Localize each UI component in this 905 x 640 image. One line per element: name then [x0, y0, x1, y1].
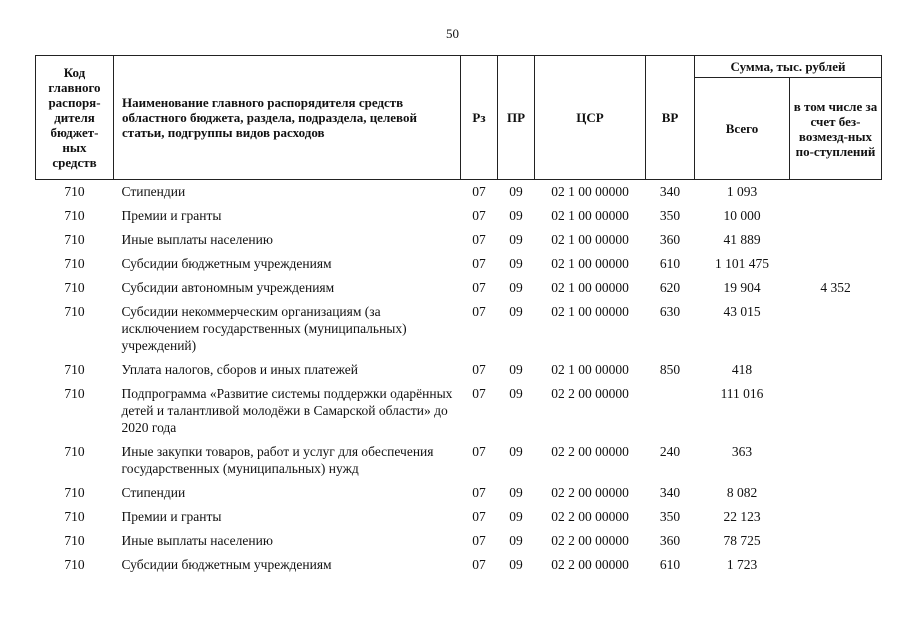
cell-code: 710: [64, 386, 85, 401]
cell-csr: 02 1 00 00000: [551, 208, 629, 223]
cell-rz: 07: [472, 208, 486, 223]
table-row: [36, 553, 882, 577]
cell-pr: 09: [509, 444, 523, 459]
cell-code: 710: [64, 304, 85, 319]
cell-code: 710: [64, 557, 85, 572]
header-csr: ЦСР: [535, 56, 646, 180]
table-row: [36, 440, 882, 481]
cell-name: Подпрограмма «Развитие системы поддержки одарённых детей и талантливой молодёжи в Самарской области» до 2020 года: [121, 386, 453, 435]
cell-name: Уплата налогов, сборов и иных платежей: [121, 362, 358, 377]
cell-name: Субсидии автономным учреждениям: [121, 280, 335, 295]
cell-pr: 09: [509, 256, 523, 271]
cell-name: Премии и гранты: [121, 208, 222, 223]
budget-table: [35, 55, 882, 577]
table-row: [36, 529, 882, 553]
cell-csr: 02 1 00 00000: [551, 280, 629, 295]
cell-vr: 610: [659, 256, 681, 271]
cell-gratis: [790, 382, 882, 440]
cell-total: 19 904: [723, 280, 761, 295]
cell-gratis: [790, 358, 882, 382]
cell-gratis: [790, 180, 882, 205]
header-code: Код главного распоря-дителя бюджет-ных средств: [36, 56, 114, 180]
cell-vr: 340: [659, 485, 681, 500]
cell-name: Стипендии: [121, 485, 186, 500]
cell-pr: 09: [509, 386, 523, 401]
cell-rz: 07: [472, 557, 486, 572]
cell-name: Субсидии бюджетным учреждениям: [121, 256, 332, 271]
table-row: [36, 228, 882, 252]
cell-pr: 09: [509, 208, 523, 223]
cell-gratis: [790, 252, 882, 276]
table-row: [36, 180, 882, 205]
cell-rz: 07: [472, 444, 486, 459]
cell-gratis: [790, 204, 882, 228]
cell-total: 10 000: [723, 208, 761, 223]
cell-vr: 350: [659, 509, 681, 524]
cell-name: Субсидии некоммерческим организациям (за исключением государственных (муниципальных) учреждений): [121, 304, 407, 353]
cell-csr: 02 1 00 00000: [551, 304, 629, 319]
cell-csr: 02 1 00 00000: [551, 184, 629, 199]
cell-gratis: [790, 481, 882, 505]
cell-name: Иные выплаты населению: [121, 232, 273, 247]
cell-total: 363: [731, 444, 753, 459]
cell-rz: 07: [472, 256, 486, 271]
cell-csr: 02 2 00 00000: [551, 557, 629, 572]
cell-rz: 07: [472, 280, 486, 295]
table-row: [36, 358, 882, 382]
cell-rz: 07: [472, 362, 486, 377]
cell-vr: 360: [659, 232, 681, 247]
cell-csr: 02 1 00 00000: [551, 362, 629, 377]
cell-vr: 850: [659, 362, 681, 377]
cell-vr: 630: [659, 304, 681, 319]
cell-csr: 02 1 00 00000: [551, 232, 629, 247]
cell-code: 710: [64, 280, 85, 295]
cell-pr: 09: [509, 362, 523, 377]
cell-code: 710: [64, 362, 85, 377]
header-gratis: в том числе за счет без-возмезд-ных по-ступлений: [790, 78, 882, 180]
cell-vr: 360: [659, 533, 681, 548]
cell-gratis: [790, 505, 882, 529]
table-header: [36, 56, 882, 180]
header-total: Всего: [695, 78, 790, 180]
cell-code: 710: [64, 256, 85, 271]
cell-pr: 09: [509, 232, 523, 247]
cell-csr: 02 2 00 00000: [551, 485, 629, 500]
header-name: Наименование главного распорядителя средств областного бюджета, раздела, подраздела, целевой статьи, подгруппы видов расходов: [114, 56, 461, 180]
cell-name: Иные выплаты населению: [121, 533, 273, 548]
cell-code: 710: [64, 208, 85, 223]
cell-csr: 02 2 00 00000: [551, 509, 629, 524]
cell-csr: 02 2 00 00000: [551, 386, 629, 401]
cell-code: 710: [64, 533, 85, 548]
cell-vr: 350: [659, 208, 681, 223]
header-sum-group: Сумма, тыс. рублей: [695, 56, 882, 78]
cell-vr: 240: [659, 444, 681, 459]
cell-pr: 09: [509, 485, 523, 500]
cell-total: 43 015: [723, 304, 761, 319]
header-pr: ПР: [498, 56, 535, 180]
table-row: [36, 300, 882, 358]
table-row: [36, 481, 882, 505]
cell-csr: 02 2 00 00000: [551, 533, 629, 548]
cell-vr: [646, 382, 695, 440]
cell-name: Иные закупки товаров, работ и услуг для обеспечения государственных (муниципальных) нужд: [121, 444, 434, 476]
cell-rz: 07: [472, 533, 486, 548]
cell-rz: 07: [472, 386, 486, 401]
cell-pr: 09: [509, 557, 523, 572]
cell-vr: 610: [659, 557, 681, 572]
cell-total: 1 093: [726, 184, 758, 199]
cell-pr: 09: [509, 533, 523, 548]
cell-total: 78 725: [723, 533, 761, 548]
cell-gratis: [790, 440, 882, 481]
cell-pr: 09: [509, 280, 523, 295]
cell-gratis: [790, 553, 882, 577]
cell-code: 710: [64, 444, 85, 459]
table-row: [36, 505, 882, 529]
cell-rz: 07: [472, 485, 486, 500]
cell-csr: 02 2 00 00000: [551, 444, 629, 459]
cell-total: 418: [731, 362, 753, 377]
table-row: [36, 204, 882, 228]
cell-rz: 07: [472, 304, 486, 319]
cell-gratis: [790, 300, 882, 358]
cell-rz: 07: [472, 184, 486, 199]
table-row: [36, 252, 882, 276]
cell-total: 111 016: [720, 386, 764, 401]
cell-name: Стипендии: [121, 184, 186, 199]
cell-code: 710: [64, 509, 85, 524]
cell-code: 710: [64, 485, 85, 500]
cell-total: 8 082: [726, 485, 758, 500]
page-number: 50: [446, 26, 459, 41]
cell-total: 41 889: [723, 232, 761, 247]
cell-gratis: [790, 529, 882, 553]
header-vr: ВР: [646, 56, 695, 180]
cell-total: 1 723: [726, 557, 758, 572]
cell-csr: 02 1 00 00000: [551, 256, 629, 271]
cell-gratis: 4 352: [820, 280, 851, 295]
cell-rz: 07: [472, 232, 486, 247]
cell-gratis: [790, 228, 882, 252]
table-row: [36, 382, 882, 440]
cell-rz: 07: [472, 509, 486, 524]
table-body: [36, 180, 882, 578]
cell-name: Субсидии бюджетным учреждениям: [121, 557, 332, 572]
cell-name: Премии и гранты: [121, 509, 222, 524]
cell-vr: 340: [659, 184, 681, 199]
cell-total: 1 101 475: [715, 256, 769, 271]
header-rz: Рз: [461, 56, 498, 180]
cell-vr: 620: [659, 280, 681, 295]
cell-code: 710: [64, 184, 85, 199]
cell-total: 22 123: [723, 509, 761, 524]
cell-pr: 09: [509, 184, 523, 199]
cell-code: 710: [64, 232, 85, 247]
cell-pr: 09: [509, 509, 523, 524]
cell-pr: 09: [509, 304, 523, 319]
table-row: [36, 276, 882, 300]
